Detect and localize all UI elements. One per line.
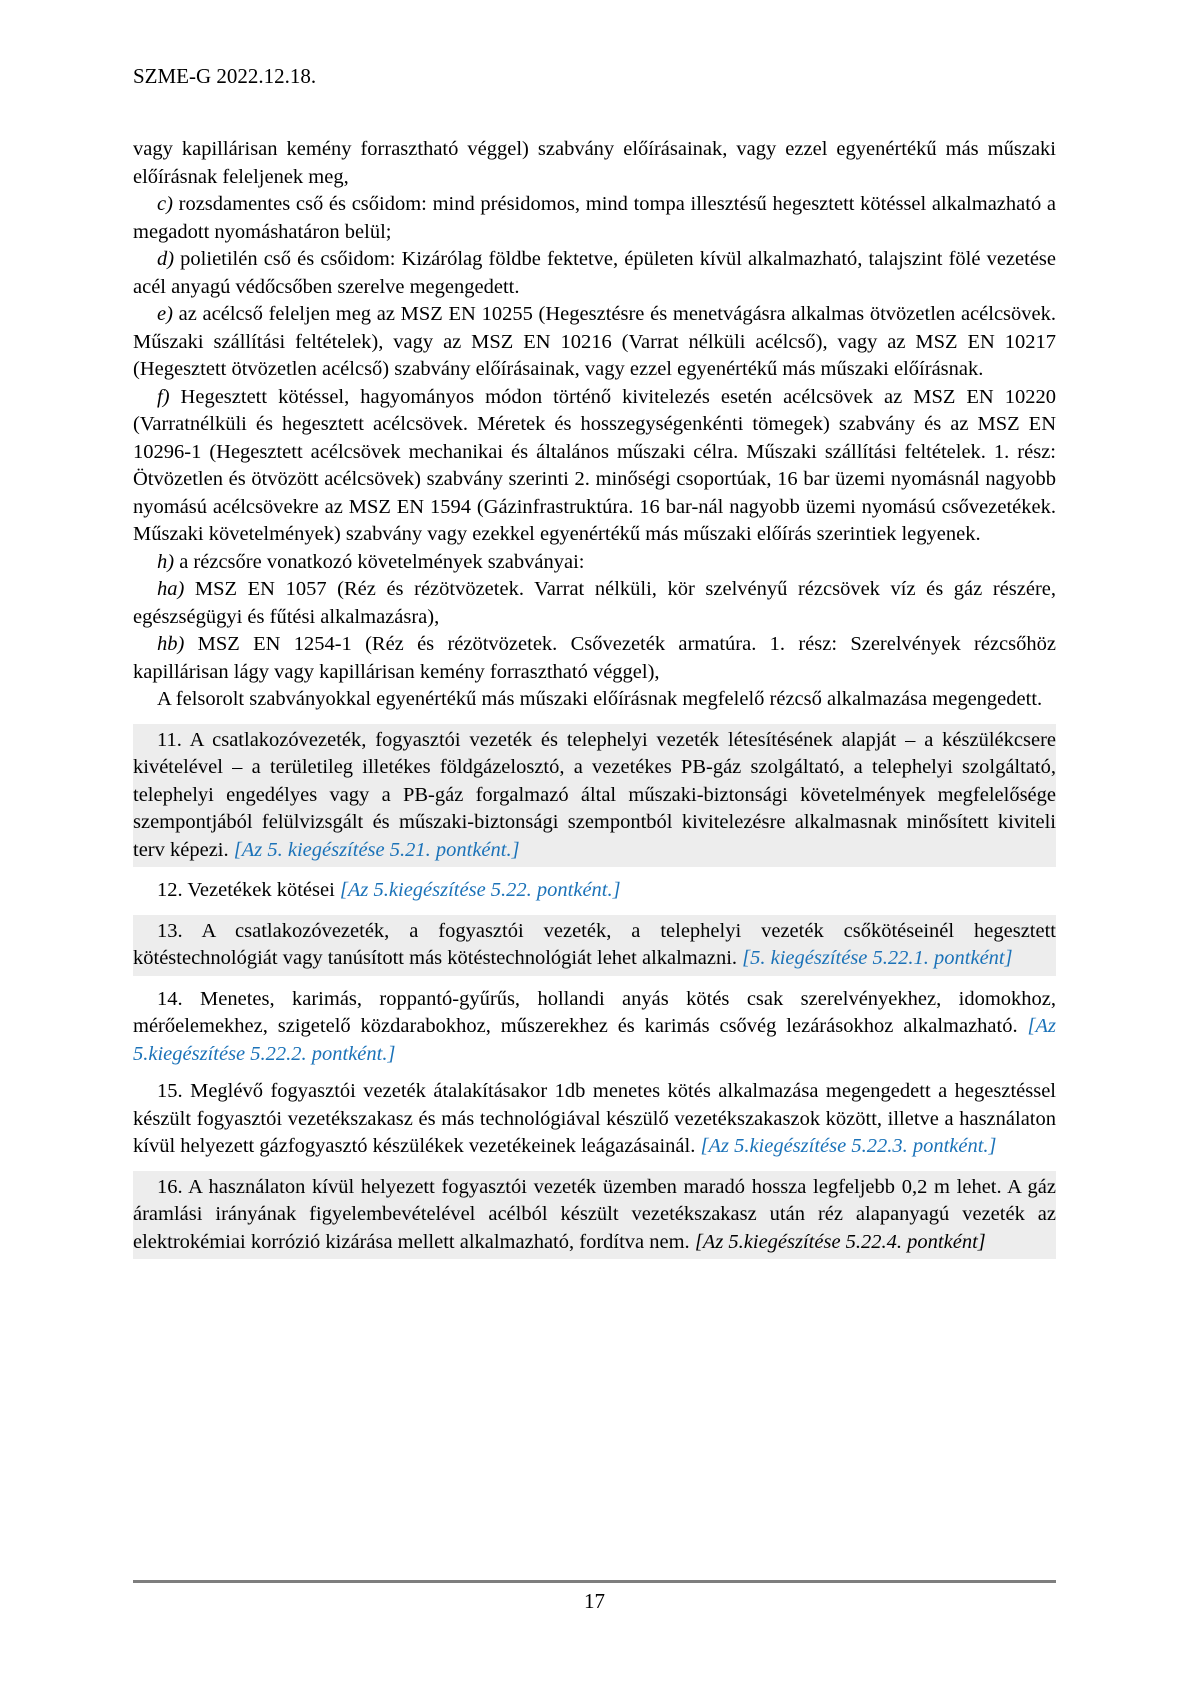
point-11 — [133, 724, 1056, 868]
item-f-marker: f) — [157, 385, 170, 408]
point-16-text: 16. A használaton kívül helyezett fogyasztói vezeték üzemben maradó hossza legfeljebb 0,2 m lehet. A gáz áramlási irányának figyelembevételével acélból készült vezetékszakasz után réz alapanyagú vezeték az elektrokémiai korrózió kizárása mellett alkalmazható, fordítva nem. — [133, 1175, 1056, 1253]
continuation-paragraph — [133, 136, 1056, 191]
point-16 — [133, 1171, 1056, 1260]
item-ha-marker: ha) — [157, 578, 185, 600]
point-15 — [133, 1078, 1056, 1161]
item-h — [133, 549, 1056, 577]
document-header: SZME-G 2022.12.18. — [133, 64, 317, 88]
point-15-amendment-reference: [Az 5.kiegészítése 5.22.3. pontként.] — [700, 1135, 997, 1157]
continuation-paragraph-text: vagy kapillárisan kemény forrasztható véggel) szabvány előírásainak, vagy ezzel egyenértékű más műszaki előírásnak feleljenek meg, — [133, 138, 1056, 188]
point-12-amendment-reference: [Az 5.kiegészítése 5.22. pontként.] — [339, 879, 621, 901]
item-d-text: polietilén cső és csőidom: Kizárólag földbe fektetve, épületen kívül alkalmazható, talajszint fölé vezetése acél anyagú védőcsőben szerelve megengedett. — [133, 248, 1056, 298]
item-f-text: Hegesztett kötéssel, hagyományos módon történő kivitelezés esetén acélcsövek az MSZ EN 10220 (Varratnélküli és hegesztett acélcsövek. Méretek és hosszegységenkénti tömegek) szabvány és az MSZ EN 10296-1 (Hegesztett acélcsövek mechanikai és általános műszaki célra. Műszaki szállítási feltételek. 1. rész: Ötvözetlen és ötvözött acélcsövek) szabvány szerinti 2. minőségi csoportúak, 16 bar üzemi nyomásnál nagyobb nyomású acélcsövekre az MSZ EN 1594 (Gázinfrastruktúra. 16 bar-nál nagyobb üzemi nyomású csővezetékek. Műszaki követelmények) szabvány vagy ezekkel egyenértékű más műszaki előírás szerintiek legyenek. — [133, 385, 1056, 545]
item-d — [133, 246, 1056, 301]
item-e-marker: e) — [157, 303, 173, 325]
point-12-text: 12. Vezetékek kötései — [157, 879, 340, 901]
point-14-amendment-reference: [Az 5.kiegészítése 5.22.2. pontként.] — [133, 1015, 1056, 1065]
page-number: 17 — [584, 1589, 605, 1613]
copper-closing-paragraph — [133, 686, 1056, 714]
item-c — [133, 191, 1056, 246]
item-hb-text: MSZ EN 1254-1 (Réz és rézötvözetek. Csővezeték armatúra. 1. rész: Szerelvények rézcsőhöz kapillárisan lágy vagy kapillárisan kemény forrasztható véggel), — [133, 633, 1056, 683]
point-16-amendment-reference: [Az 5.kiegészítése 5.22.4. pontként] — [694, 1230, 986, 1253]
point-11-amendment-reference: [Az 5. kiegészítése 5.21. pontként.] — [233, 838, 520, 861]
point-13-text: 13. A csatlakozóvezeték, a fogyasztói vezeték, a telephelyi vezeték csőkötéseinél hegesztett kötéstechnológiát vagy tanúsított más kötéstechnológiát lehet alkalmazni. — [133, 919, 1056, 969]
point-15-text: 15. Meglévő fogyasztói vezeték átalakításakor 1db menetes kötés alkalmazása megengedett a hegesztéssel készült fogyasztói vezetékszakasz és más technológiával készülő vezetékszakaszok között, illetve a használaton kívül helyezett gázfogyasztó készülékek vezetékeinek leágazásainál. — [133, 1080, 1056, 1157]
point-13-amendment-reference: [5. kiegészítése 5.22.1. pontként] — [742, 947, 1013, 969]
item-f — [133, 384, 1056, 549]
item-c-text: rozsdamentes cső és csőidom: mind présidomos, mind tompa illesztésű hegesztett kötéssel alkalmazható a megadott nyomáshatáron belül; — [133, 193, 1056, 243]
point-14 — [133, 986, 1056, 1069]
item-ha — [133, 576, 1056, 631]
footer-divider — [133, 1580, 1056, 1583]
item-e — [133, 301, 1056, 384]
document-body — [133, 136, 1056, 1259]
item-hb — [133, 631, 1056, 686]
item-e-text: az acélcső feleljen meg az MSZ EN 10255 (Hegesztésre és menetvágásra alkalmas ötvözetlen acélcsövek. Műszaki szállítási feltételek), vagy az MSZ EN 10216 (Varrat nélküli acélcső), vagy az MSZ EN 10217 (Hegesztett ötvözetlen acélcső) szabvány előírásainak, vagy ezzel egyenértékű más műszaki előírásnak. — [133, 303, 1056, 380]
point-12 — [133, 877, 1056, 905]
item-hb-marker: hb) — [157, 633, 185, 655]
item-h-text: a rézcsőre vonatkozó követelmények szabványai: — [174, 550, 585, 573]
copper-closing-paragraph-text: A felsorolt szabványokkal egyenértékű más műszaki előírásnak megfelelő rézcső alkalmazása megengedett. — [157, 688, 1043, 710]
point-14-text: 14. Menetes, karimás, roppantó-gyűrűs, hollandi anyás kötés csak szerelvényekhez, idomokhoz, mérőelemekhez, szigetelő közdarabokhoz, műszerekhez és karimás csővég lezárásokhoz alkalmazható. — [133, 987, 1056, 1037]
item-h-marker: h) — [157, 550, 175, 573]
item-ha-text: MSZ EN 1057 (Réz és rézötvözetek. Varrat nélküli, kör szelvényű rézcsövek víz és gáz részére, egészségügyi és fűtési alkalmazásra), — [133, 578, 1056, 628]
point-13 — [133, 915, 1056, 976]
item-d-marker: d) — [157, 248, 175, 270]
point-11-text: 11. A csatlakozóvezeték, fogyasztói vezeték és telephelyi vezeték létesítésének alapját – a készülékcsere kivételével – a területileg illetékes földgázelosztó, a vezetékes PB-gáz szolgáltató, a telephelyi szolgáltató, telephelyi engedélyes vagy a PB-gáz forgalmazó által műszaki-biztonsági követelmények megfelelősége szempontjából felülvizsgált és műszaki-biztonsági szempontból kivitelezésre alkalmasnak minősített kiviteli terv képezi. — [133, 728, 1056, 861]
item-c-marker: c) — [157, 193, 173, 215]
